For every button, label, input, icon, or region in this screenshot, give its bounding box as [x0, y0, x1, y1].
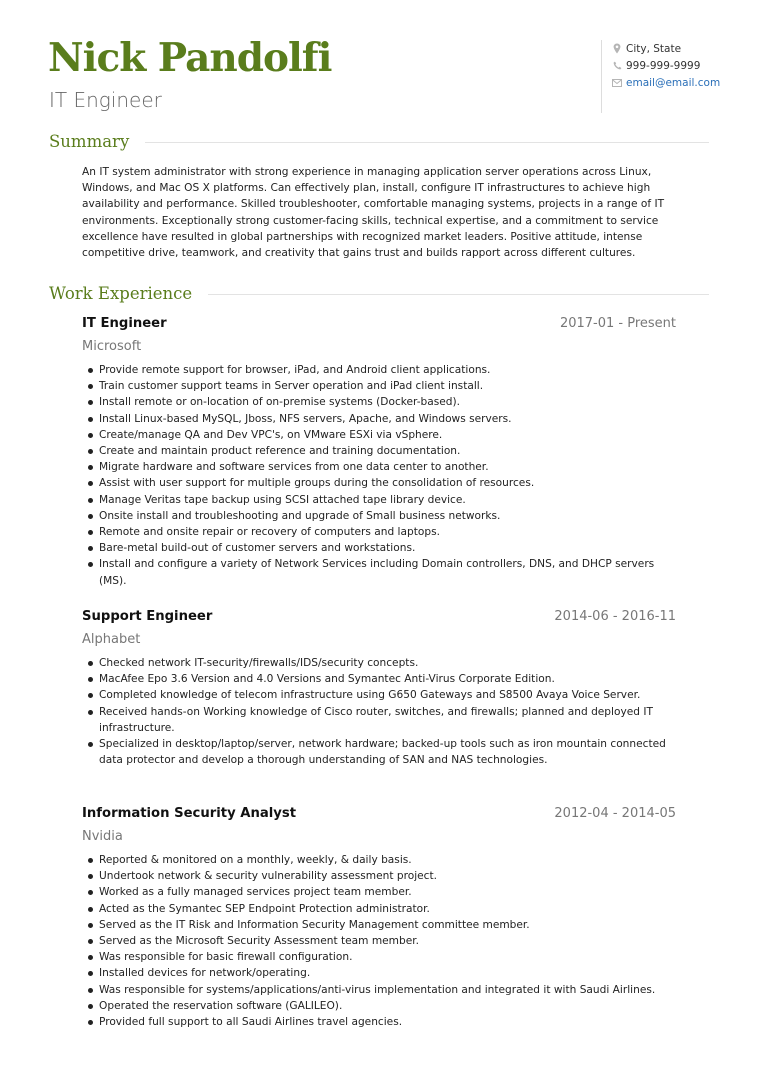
job-bullet: Train customer support teams in Server operation and iPad client install. [82, 378, 676, 394]
job-bullet: Completed knowledge of telecom infrastructure using G650 Gateways and S8500 Avaya Voice Server. [82, 687, 676, 703]
job-bullet: Provided full support to all Saudi Airlines travel agencies. [82, 1014, 676, 1030]
job-bullet: Create and maintain product reference and training documentation. [82, 443, 676, 459]
job-bullet: Acted as the Symantec SEP Endpoint Protection administrator. [82, 901, 676, 917]
job-bullet: Specialized in desktop/laptop/server, network hardware; backed-up tools such as iron mountain connected data protector and develop a thorough understanding of SAN and NAS technologies. [82, 736, 676, 768]
job-title: Information Security Analyst [82, 806, 297, 821]
job-company: Nvidia [82, 829, 123, 844]
contact-email[interactable] [612, 74, 751, 91]
job-bullets [82, 655, 676, 768]
job-entry [82, 609, 676, 768]
job-bullet: Was responsible for basic firewall configuration. [82, 949, 676, 965]
job-bullet: Was responsible for systems/applications/anti-virus implementation and integrated it with Saudi Airlines. [82, 982, 676, 998]
phone-icon [612, 60, 622, 72]
job-bullet: Received hands-on Working knowledge of Cisco router, switches, and firewalls; planned and deployed IT infrastructure. [82, 704, 676, 736]
contact-phone [612, 57, 751, 74]
candidate-name: Nick Pandolfi [48, 35, 332, 81]
job-entry [82, 806, 676, 1030]
job-bullet: Undertook network & security vulnerability assessment project. [82, 868, 676, 884]
job-date: 2017-01 - Present [559, 316, 676, 331]
job-bullet: Migrate hardware and software services from one data center to another. [82, 459, 676, 475]
contact-location [612, 40, 751, 57]
section-divider [208, 294, 709, 295]
job-bullet: Checked network IT-security/firewalls/IDS/security concepts. [82, 655, 676, 671]
job-title: Support Engineer [82, 609, 213, 624]
job-bullet: Served as the Microsoft Security Assessment team member. [82, 933, 676, 949]
summary-section-header [49, 132, 709, 151]
job-bullet: Bare-metal build-out of customer servers and workstations. [82, 540, 676, 556]
job-bullet: Served as the IT Risk and Information Security Management committee member. [82, 917, 676, 933]
job-bullet: Worked as a fully managed services project team member. [82, 884, 676, 900]
job-bullet: Operated the reservation software (GALILEO). [82, 998, 676, 1014]
job-company: Alphabet [82, 632, 141, 647]
job-bullets [82, 362, 676, 589]
job-title: IT Engineer [82, 316, 167, 331]
contact-block [601, 40, 751, 113]
summary-heading: Summary [49, 132, 130, 151]
experience-heading: Work Experience [49, 284, 193, 303]
map-pin-icon [612, 43, 622, 55]
job-date: 2014-06 - 2016-11 [554, 609, 676, 624]
job-bullet: Assist with user support for multiple groups during the consolidation of resources. [82, 475, 676, 491]
job-bullet: Install Linux-based MySQL, Jboss, NFS servers, Apache, and Windows servers. [82, 411, 676, 427]
job-bullet: Create/manage QA and Dev VPC's, on VMware ESXi via vSphere. [82, 427, 676, 443]
job-entry [82, 316, 676, 589]
job-date: 2012-04 - 2014-05 [554, 806, 676, 821]
job-bullet: Onsite install and troubleshooting and upgrade of Small business networks. [82, 508, 676, 524]
contact-location-text: City, State [626, 42, 682, 55]
envelope-icon [612, 77, 622, 89]
job-bullet: MacAfee Epo 3.6 Version and 4.0 Versions and Symantec Anti-Virus Corporate Edition. [82, 671, 676, 687]
job-title-headline: IT Engineer [49, 88, 162, 112]
job-bullet: Remote and onsite repair or recovery of computers and laptops. [82, 524, 676, 540]
job-bullet: Provide remote support for browser, iPad, and Android client applications. [82, 362, 676, 378]
contact-phone-text: 999-999-9999 [626, 59, 701, 72]
job-company: Microsoft [82, 339, 142, 354]
job-bullet: Install remote or on-location of on-premise systems (Docker-based). [82, 394, 676, 410]
contact-email-link[interactable]: email@email.com [626, 76, 721, 89]
summary-text: An IT system administrator with strong experience in managing application server operations across Linux, Windows, and Mac OS X platforms. Can effectively plan, install, configure IT infrastructures to achieve high availability and performance. Skilled troubleshooter, comfortable managing systems, projects in a range of IT environments. Exceptionally strong customer-facing skills, technical expertise, and a commitment to service excellence have resulted in global partnerships with recognized market leaders. Positive attitude, intense competitive drive, teamwork, and creativity that gains trust and builds rapport across different cultures. [82, 166, 665, 260]
job-bullets [82, 852, 676, 1030]
experience-section-header [49, 284, 709, 303]
job-bullet: Installed devices for network/operating. [82, 965, 676, 981]
job-bullet: Manage Veritas tape backup using SCSI attached tape library device. [82, 492, 676, 508]
job-bullet: Install and configure a variety of Network Services including Domain controllers, DNS, and DHCP servers (MS). [82, 556, 676, 588]
section-divider [145, 142, 709, 143]
job-bullet: Reported & monitored on a monthly, weekly, & daily basis. [82, 852, 676, 868]
